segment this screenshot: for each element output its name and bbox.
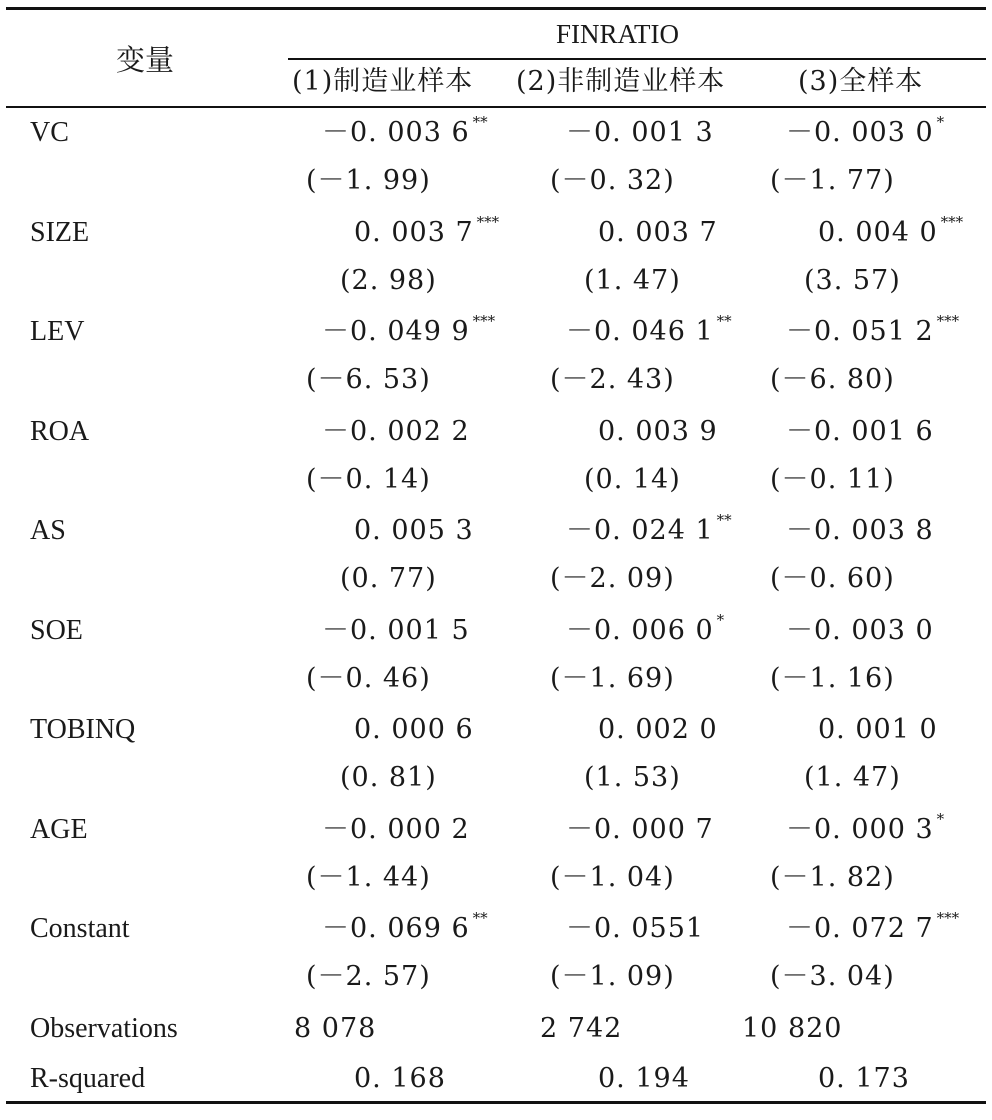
t-statistic: (－1. 16) (770, 662, 895, 694)
t-statistic: (－2. 57) (306, 961, 431, 992)
coefficient: －0. 003 0 (786, 117, 934, 148)
significance-stars: * (936, 113, 945, 131)
coefficient: －0. 003 8 (786, 515, 934, 546)
significance-stars: ** (472, 909, 488, 927)
t-statistic: (－1. 44) (306, 861, 431, 893)
rsquared-label: R-squared (30, 1062, 146, 1094)
t-statistic: (3. 57) (804, 264, 901, 296)
significance-stars: *** (940, 212, 964, 231)
significance-stars: ** (716, 511, 732, 529)
t-statistic: (－6. 80) (770, 364, 895, 395)
t-statistic: (－0. 32) (550, 165, 675, 196)
coefficient: －0. 001 6 (786, 415, 934, 447)
t-statistic: (－1. 69) (550, 662, 675, 694)
t-statistic: (1. 47) (584, 264, 681, 296)
coefficient: 0. 003 9 (598, 415, 718, 447)
t-statistic: (－0. 60) (770, 563, 895, 594)
observations-value: 2 742 (540, 1012, 623, 1044)
t-statistic: (－2. 09) (550, 563, 675, 594)
variable-name: Constant (30, 913, 130, 944)
header-rule (6, 106, 986, 108)
coefficient: －0. 072 7 (786, 913, 934, 944)
t-statistic: (－1. 04) (550, 861, 675, 893)
group-title: FINRATIO (556, 19, 680, 49)
t-statistic: (－1. 99) (306, 165, 431, 196)
coefficient: －0. 003 0 (786, 614, 934, 646)
coefficient: －0. 0551 (566, 913, 705, 944)
t-statistic: (－1. 77) (770, 165, 895, 196)
t-statistic: (1. 47) (804, 762, 901, 793)
coefficient: 0. 003 7 (354, 216, 474, 248)
observations-label: Observations (30, 1012, 178, 1044)
top-rule (6, 7, 986, 10)
t-statistic: (－0. 11) (770, 463, 895, 495)
coefficient: －0. 069 6 (322, 913, 470, 944)
coefficient: －0. 006 0 (566, 614, 714, 646)
coefficient: －0. 024 1 (566, 515, 714, 546)
coefficient: －0. 000 7 (566, 813, 714, 845)
variable-name: SIZE (30, 216, 90, 248)
t-statistic: (－6. 53) (306, 364, 431, 395)
significance-stars: * (936, 809, 945, 828)
column-header-2: (2)非制造业样本 (516, 66, 726, 97)
variable-name: VC (30, 117, 69, 148)
coefficient: －0. 000 3 (786, 813, 934, 845)
coefficient: 0. 001 0 (818, 714, 938, 745)
coefficient: －0. 001 3 (566, 117, 714, 148)
rsquared-value: 0. 194 (598, 1062, 690, 1094)
coefficient: －0. 049 9 (322, 316, 470, 347)
coefficient: －0. 002 2 (322, 415, 470, 447)
coefficient: 0. 002 0 (598, 714, 718, 745)
coefficient: 0. 000 6 (354, 714, 474, 745)
t-statistic: (0. 77) (340, 563, 437, 594)
t-statistic: (0. 81) (340, 762, 437, 793)
variable-name: AGE (30, 813, 88, 845)
significance-stars: *** (936, 909, 960, 927)
rsquared-value: 0. 173 (818, 1062, 910, 1094)
column-header-1: (1)制造业样本 (292, 66, 474, 97)
t-statistic: (－0. 14) (306, 463, 431, 495)
rsquared-value: 0. 168 (354, 1062, 446, 1094)
coefficient: －0. 001 5 (322, 614, 470, 646)
coefficient: －0. 051 2 (786, 316, 934, 347)
t-statistic: (0. 14) (584, 463, 681, 495)
significance-stars: ** (716, 312, 732, 330)
variable-header: 变量 (116, 43, 175, 77)
t-statistic: (2. 98) (340, 264, 437, 296)
variable-name: AS (30, 515, 66, 546)
group-underline (288, 58, 986, 60)
t-statistic: (－3. 04) (770, 961, 895, 992)
coefficient: －0. 000 2 (322, 813, 470, 845)
column-header-3: (3)全样本 (798, 66, 924, 97)
t-statistic: (－2. 43) (550, 364, 675, 395)
coefficient: 0. 005 3 (354, 515, 474, 546)
coefficient: －0. 003 6 (322, 117, 470, 148)
coefficient: 0. 003 7 (598, 216, 718, 248)
significance-stars: *** (472, 312, 496, 330)
t-statistic: (－1. 82) (770, 861, 895, 893)
significance-stars: * (716, 610, 725, 629)
variable-name: TOBINQ (30, 714, 136, 745)
bottom-rule (6, 1101, 986, 1104)
observations-value: 8 078 (294, 1012, 377, 1044)
significance-stars: *** (936, 312, 960, 330)
significance-stars: ** (472, 113, 488, 131)
variable-name: LEV (30, 316, 85, 347)
variable-name: SOE (30, 614, 83, 646)
variable-name: ROA (30, 415, 90, 447)
coefficient: －0. 046 1 (566, 316, 714, 347)
coefficient: 0. 004 0 (818, 216, 938, 248)
t-statistic: (1. 53) (584, 762, 681, 793)
t-statistic: (－0. 46) (306, 662, 431, 694)
t-statistic: (－1. 09) (550, 961, 675, 992)
observations-value: 10 820 (742, 1012, 843, 1044)
significance-stars: *** (476, 212, 500, 231)
